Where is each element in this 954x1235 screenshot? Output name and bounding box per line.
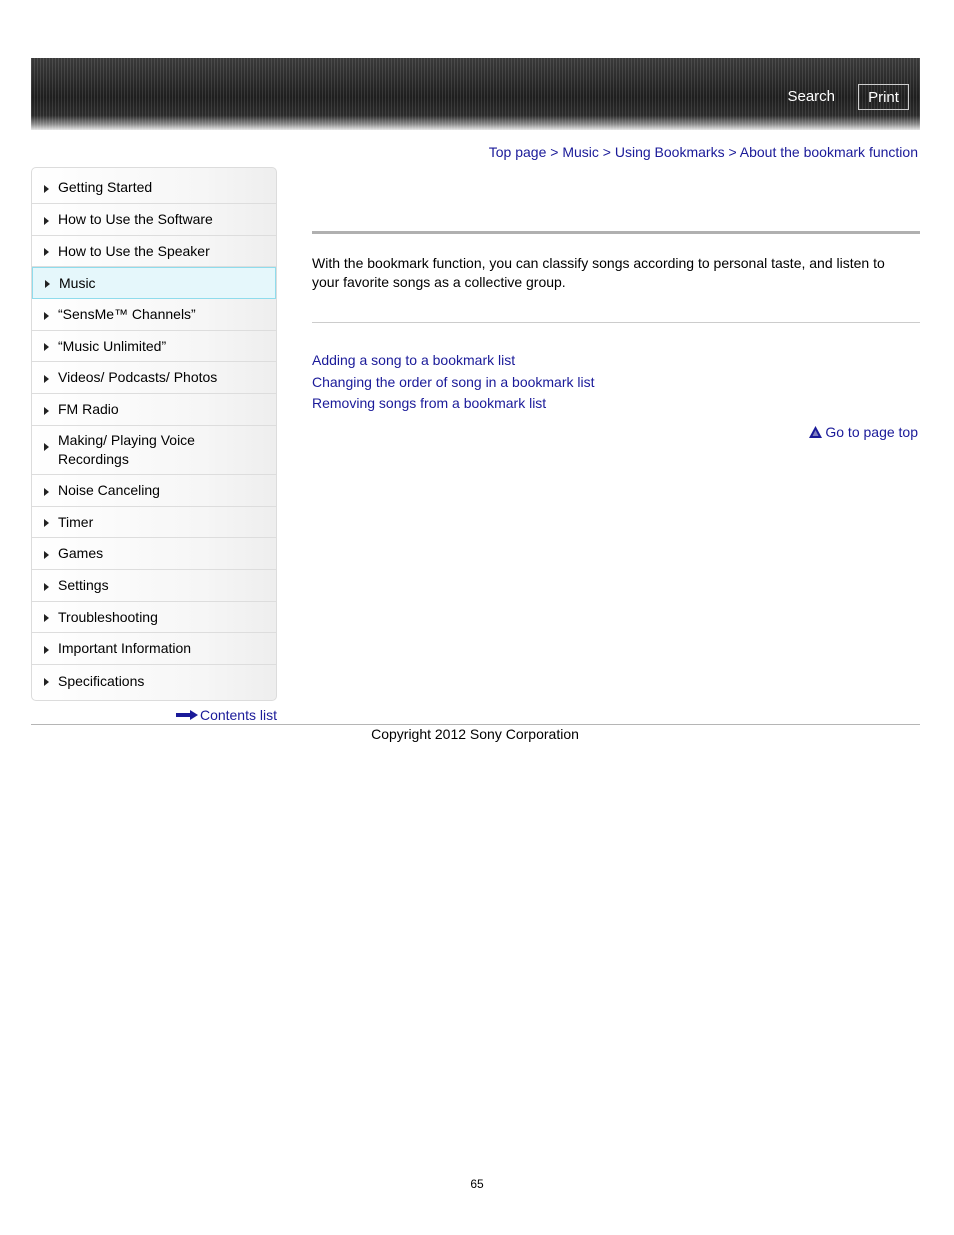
- copyright-text: Copyright 2012 Sony Corporation: [371, 726, 579, 742]
- triangle-right-icon: [44, 583, 49, 591]
- sidebar-item-label: How to Use the Speaker: [58, 242, 210, 259]
- sidebar-item-label: Settings: [58, 577, 109, 593]
- triangle-right-icon: [44, 519, 49, 527]
- triangle-right-icon: [44, 217, 49, 225]
- sidebar-item-how-to-use-software[interactable]: [32, 204, 276, 236]
- sidebar-item-label: Important Information: [58, 640, 192, 656]
- breadcrumb-separator: >: [602, 144, 611, 160]
- triangle-right-icon: [44, 443, 49, 451]
- footer-divider: [31, 724, 920, 725]
- sidebar-item-getting-started[interactable]: [32, 172, 276, 204]
- triangle-right-icon: [44, 678, 49, 686]
- sidebar-item-fm-radio[interactable]: [32, 394, 276, 426]
- sidebar-item-how-to-use-speaker[interactable]: [32, 236, 276, 267]
- link-changing-order[interactable]: Changing the order of song in a bookmark list: [312, 373, 595, 390]
- section-divider: [312, 322, 920, 323]
- triangle-right-icon: [44, 312, 49, 320]
- page-number: 65: [470, 1177, 484, 1191]
- sidebar-item-label: How to Use the Software: [58, 211, 213, 227]
- sidebar-item-specifications[interactable]: [32, 665, 276, 697]
- sidebar-item-label: Getting Started: [58, 179, 153, 195]
- sidebar-item-music-unlimited[interactable]: [32, 331, 276, 362]
- breadcrumb: [489, 144, 918, 160]
- breadcrumb-top-page[interactable]: Top page: [488, 144, 547, 160]
- sidebar-item-important-information[interactable]: [32, 633, 276, 665]
- sidebar-item-label: FM Radio: [58, 401, 119, 417]
- sidebar-item-music[interactable]: [32, 267, 276, 299]
- sidebar-item-games[interactable]: [32, 538, 276, 570]
- triangle-right-icon: [44, 551, 49, 559]
- triangle-right-icon: [44, 343, 49, 351]
- sidebar-item-noise-canceling[interactable]: [32, 475, 276, 507]
- go-to-page-top-label: Go to page top: [825, 424, 918, 440]
- search-button[interactable]: Search: [787, 88, 835, 105]
- triangle-up-icon: [809, 426, 822, 438]
- breadcrumb-current-page[interactable]: About the bookmark function: [739, 144, 918, 160]
- triangle-right-icon: [44, 614, 49, 622]
- breadcrumb-separator: >: [550, 144, 559, 160]
- breadcrumb-separator: >: [728, 144, 737, 160]
- sidebar-item-label: Noise Canceling: [58, 482, 160, 498]
- go-to-page-top-link[interactable]: [809, 424, 918, 440]
- triangle-right-icon: [44, 407, 49, 415]
- link-adding-song[interactable]: Adding a song to a bookmark list: [312, 352, 516, 368]
- breadcrumb-music[interactable]: Music: [562, 144, 599, 160]
- triangle-right-icon: [44, 488, 49, 496]
- arrow-right-icon: [176, 710, 198, 720]
- intro-paragraph: With the bookmark function, you can classify songs according to personal taste, and listen to your favorite songs as a collective group.: [312, 255, 885, 290]
- sidebar-item-label: Videos/ Podcasts/ Photos: [58, 369, 218, 385]
- sidebar-item-label: Specifications: [58, 672, 145, 689]
- sidebar-item-label: Troubleshooting: [58, 608, 158, 625]
- sidebar-item-label: “SensMe™ Channels”: [58, 306, 196, 322]
- sidebar-item-label: Music: [59, 274, 96, 291]
- triangle-right-icon: [44, 185, 49, 193]
- sidebar-item-troubleshooting[interactable]: [32, 602, 276, 633]
- header-bar: [31, 58, 920, 130]
- breadcrumb-using-bookmarks[interactable]: Using Bookmarks: [614, 144, 725, 160]
- sidebar-nav: [31, 167, 277, 701]
- triangle-right-icon: [44, 375, 49, 383]
- sidebar-item-label: Making/ Playing Voice Recordings: [58, 432, 195, 467]
- print-button[interactable]: Print: [858, 84, 909, 110]
- sidebar-item-label: Timer: [58, 513, 94, 530]
- sidebar-item-settings[interactable]: [32, 570, 276, 602]
- sidebar-item-label: “Music Unlimited”: [58, 337, 167, 354]
- contents-list-label: Contents list: [199, 707, 277, 723]
- sidebar-item-sensme-channels[interactable]: [32, 299, 276, 331]
- related-links: [312, 350, 595, 415]
- triangle-right-icon: [45, 280, 50, 288]
- sidebar-item-videos-podcasts-photos[interactable]: [32, 362, 276, 394]
- sidebar-item-voice-recordings[interactable]: [32, 426, 276, 475]
- title-divider: [312, 231, 920, 234]
- link-removing-songs[interactable]: Removing songs from a bookmark list: [312, 395, 547, 411]
- triangle-right-icon: [44, 646, 49, 654]
- sidebar-item-timer[interactable]: [32, 507, 276, 538]
- contents-list-link[interactable]: [176, 707, 277, 723]
- triangle-right-icon: [44, 248, 49, 256]
- sidebar-item-label: Games: [58, 545, 104, 561]
